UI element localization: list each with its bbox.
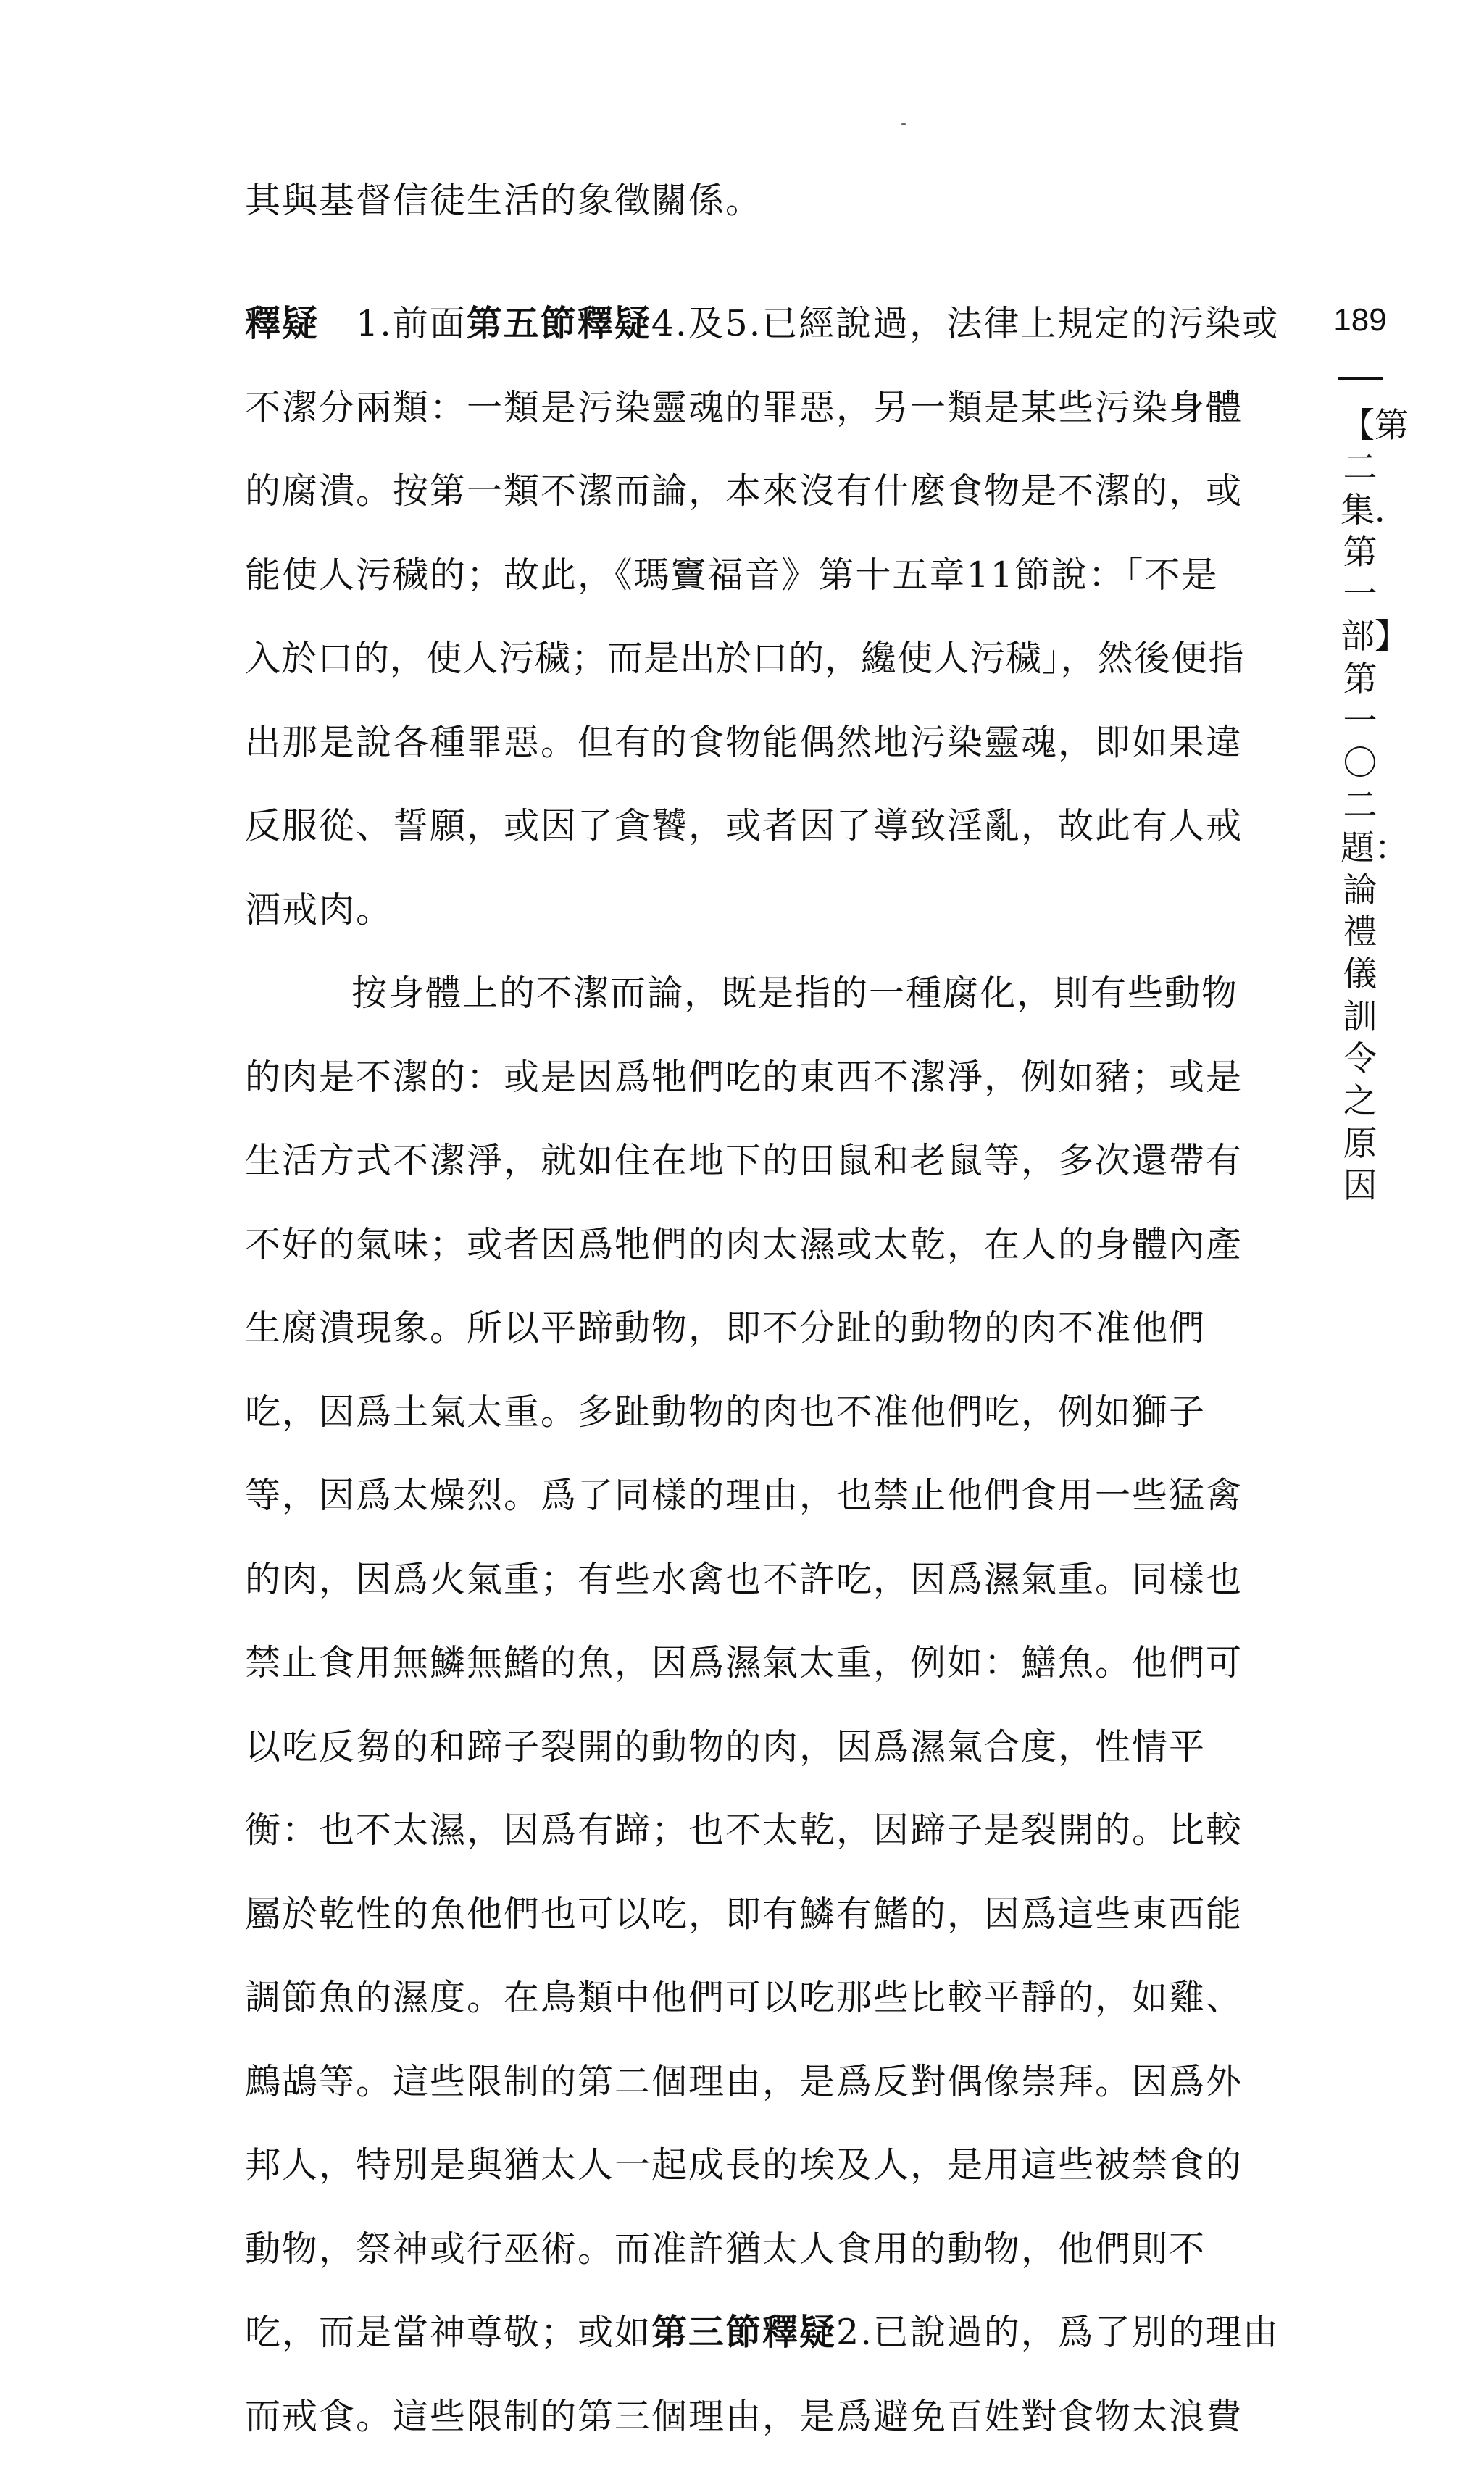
paragraph-one-line	[245, 805, 1288, 846]
text-segment: 吃，因爲土氣太重。多趾動物的肉也不准他們吃，例如獅子	[245, 1391, 1206, 1433]
paragraph-two-line	[245, 2395, 1288, 2437]
text-segment: 2.已說過的，爲了別的理由	[836, 2312, 1280, 2353]
text-segment: 調節魚的濕度。在鳥類中他們可以吃那些比較平靜的，如雞、	[245, 1977, 1243, 2018]
text-segment: 能使人污穢的；故此，《瑪竇福音》第十五章11節說：「不是	[245, 554, 1219, 596]
text-segment: 生腐潰現象。所以平蹄動物，即不分趾的動物的肉不准他們	[245, 1307, 1206, 1349]
paragraph-one-line	[245, 888, 1288, 930]
page-number: 189	[1333, 302, 1387, 338]
text-segment: 1.前面	[319, 303, 467, 344]
paragraph-two-line	[245, 2060, 1288, 2102]
running-title: 【第二集．第一部】第一〇二題：論禮儀訓令之原因	[1341, 406, 1409, 1204]
text-segment: 的肉是不潔的：或是因爲牠們吃的東西不潔淨，例如豬；或是	[245, 1056, 1243, 1098]
page-number-rule	[1338, 377, 1383, 380]
top-line: 其與基督信徒生活的象徵關係。	[245, 180, 763, 221]
text-segment: 出那是說各種罪惡。但有的食物能偶然地污染靈魂，即如果違	[245, 721, 1243, 763]
text-segment: 按身體上的不潔而論，既是指的一種腐化，則有些動物	[351, 973, 1239, 1014]
paragraph-one-line	[245, 386, 1288, 428]
text-segment: 衡：也不太濕，因爲有蹄；也不太乾，因蹄子是裂開的。比較	[245, 1810, 1243, 1851]
paragraph-two-line	[245, 1558, 1288, 1600]
text-segment: 入於口的，使人污穢；而是出於口的，纔使人污穢」	[245, 638, 1061, 679]
paragraph-two-line	[245, 1140, 1288, 1181]
paragraph-two-line	[245, 1725, 1288, 1767]
paragraph-two-line	[245, 1810, 1288, 1851]
text-segment: 釋疑	[245, 302, 320, 344]
text-segment: 禁止食用無鱗無鰭的魚，因爲濕氣太重，例如：鱔魚。他們可	[245, 1642, 1243, 1683]
paragraph-one-line	[245, 638, 1288, 679]
text-segment: 鷓鴣等。這些限制的第二個理由，是爲反對偶像崇拜。因爲外	[245, 2060, 1243, 2102]
page-sidebar	[1327, 302, 1409, 1207]
text-segment: 不好的氣味；或者因爲牠們的肉太濕或太乾，在人的身體內產	[245, 1223, 1243, 1265]
paragraph-two-line	[245, 1223, 1288, 1265]
text-segment: 的腐潰。按第一類不潔而論，本來沒有什麼食物是不潔的，或	[245, 470, 1243, 512]
text-segment: 吃，而是當神尊敬；或如	[245, 2312, 652, 2353]
text-segment: 反服從、誓願，或因了貪饕，或者因了導致淫亂，故此有人戒	[245, 805, 1243, 846]
top-text-block	[245, 180, 1288, 267]
paragraph-two-line	[245, 1391, 1288, 1433]
text-segment: 第五節釋疑	[466, 302, 651, 344]
scan-speck	[901, 123, 906, 125]
paragraph-two	[245, 973, 1288, 2437]
paragraph-two-line	[245, 2311, 1288, 2353]
text-segment: 等，因爲太燥烈。爲了同樣的理由，也禁止他們食用一些猛禽	[245, 1475, 1243, 1516]
text-segment: 酒戒肉。	[245, 888, 393, 930]
paragraph-two-line	[245, 973, 1288, 1014]
paragraph-two-line	[245, 1056, 1288, 1098]
main-text-block	[245, 302, 1288, 2482]
paragraph-one-line	[245, 470, 1288, 512]
paragraph-two-line	[245, 1977, 1288, 2018]
text-segment: 生活方式不潔淨，就如住在地下的田鼠和老鼠等，多次還帶有	[245, 1140, 1243, 1181]
text-segment: 而戒食。這些限制的第三個理由，是爲避免百姓對食物太浪費	[245, 2395, 1243, 2437]
text-segment: 4.及5.已經說過，法律上規定的污染或	[651, 303, 1280, 344]
text-segment: 屬於乾性的魚他們也可以吃，即有鱗有鰭的，因爲這些東西能	[245, 1893, 1243, 1935]
paragraph-two-line	[245, 1307, 1288, 1349]
text-segment: 動物，祭神或行巫術。而准許猶太人食用的動物，他們則不	[245, 2228, 1206, 2270]
paragraph-one-line	[245, 302, 1288, 344]
text-segment: 以吃反芻的和蹄子裂開的動物的肉，因爲濕氣合度，性情平	[245, 1725, 1206, 1767]
text-segment: 不潔分兩類：一類是污染靈魂的罪惡，另一類是某些污染身體	[245, 386, 1243, 428]
paragraph-one-line	[245, 554, 1288, 596]
paragraph-two-line	[245, 2228, 1288, 2270]
paragraph-two-line	[245, 2144, 1288, 2186]
text-segment: 第三節釋疑	[651, 2311, 837, 2353]
text-segment: 邦人，特別是與猶太人一起成長的埃及人，是用這些被禁食的	[245, 2144, 1243, 2186]
paragraph-one	[245, 302, 1288, 930]
paragraph-two-line	[245, 1893, 1288, 1935]
paragraph-two-line	[245, 1475, 1288, 1516]
paragraph-two-line	[245, 1642, 1288, 1683]
paragraph-one-line	[245, 721, 1288, 763]
text-segment: ，然後便指	[1060, 638, 1246, 679]
text-segment: 的肉，因爲火氣重；有些水禽也不許吃，因爲濕氣重。同樣也	[245, 1558, 1243, 1600]
